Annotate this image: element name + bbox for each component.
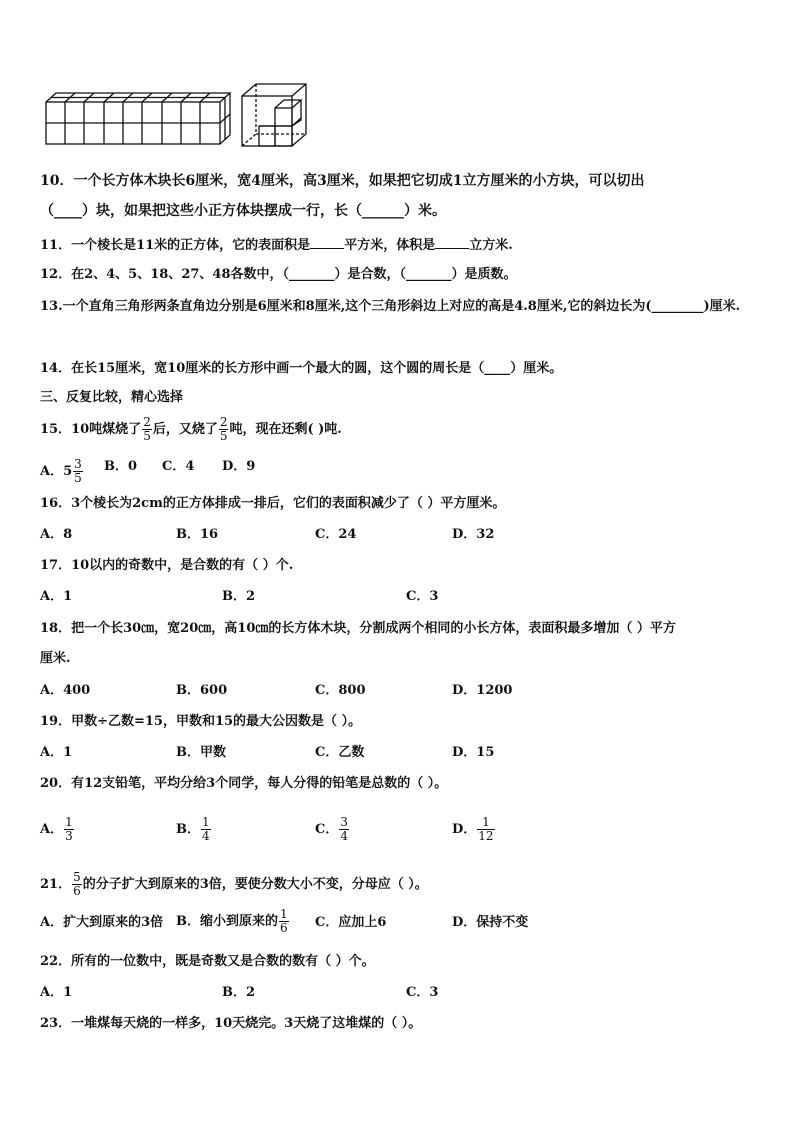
question-17: 17．10以内的奇数中，是合数的有（ ）个. (40, 558, 294, 573)
option-20-c[interactable] (315, 816, 350, 843)
question-22: 22．所有的一位数中，既是奇数又是合数的数有（ ）个。 (40, 954, 375, 969)
denominator: 6 (73, 884, 81, 898)
fraction (73, 458, 83, 485)
question-23: 23．一堆煤每天烧的一样多，10天烧完。3天烧了这堆煤的（ ）。 (40, 1016, 422, 1031)
option-15-c[interactable]: C．4 (162, 459, 195, 474)
option-label: A．5 (40, 464, 73, 479)
denominator: 5 (143, 429, 151, 443)
denominator: 6 (280, 921, 288, 935)
numerator: 3 (74, 457, 82, 471)
option-label: D． (452, 822, 477, 837)
fraction (477, 816, 494, 843)
cube-figures (44, 82, 314, 148)
option-18-d[interactable]: D．1200 (452, 683, 513, 698)
option-20-b[interactable] (176, 816, 212, 843)
question-12: 12．在2、4、5、18、27、48各数中，（_______）是合数，（_______）是质数。 (40, 267, 517, 282)
question-10-line2: （____）块，如果把这些小正方体块摆成一行，长（______）米。 (40, 203, 446, 219)
option-18-b[interactable]: B．600 (176, 683, 228, 698)
option-16-b[interactable]: B．16 (176, 527, 219, 542)
question-15-pre: 15．10吨煤烧了 (40, 422, 142, 437)
fraction (64, 816, 74, 843)
option-16-a[interactable]: A．8 (40, 527, 73, 542)
question-10-line1: 10．一个长方体木块长6厘米，宽4厘米，高3厘米，如果把它切成1立方厘米的小方块，可以切出 (40, 173, 645, 189)
question-11-pre: 11．一个棱长是11米的正方体，它的表面积是 (40, 238, 311, 253)
option-17-a[interactable]: A．1 (40, 589, 73, 604)
question-20: 20．有12支铅笔，平均分给3个同学，每人分得的铅笔是总数的（ ）。 (40, 776, 448, 791)
question-14: 14．在长15厘米，宽10厘米的长方形中画一个最大的圆，这个圆的周长是（____）厘米。 (40, 361, 563, 376)
numerator: 3 (340, 815, 348, 829)
fraction (142, 416, 152, 443)
option-19-c[interactable]: C．乙数 (315, 745, 365, 760)
numerator: 1 (65, 815, 73, 829)
question-11-mid: 平方米，体积是 (344, 238, 436, 253)
denominator: 5 (219, 429, 228, 443)
denominator: 3 (65, 829, 73, 843)
option-21-a[interactable]: A．扩大到原来的3倍 (40, 915, 164, 930)
numerator: 2 (219, 415, 228, 429)
option-label: B． (176, 822, 200, 837)
option-19-b[interactable]: B．甲数 (176, 745, 226, 760)
cube-row-figure (46, 93, 230, 144)
option-15-a[interactable] (40, 458, 84, 485)
fraction (72, 871, 82, 898)
fraction (219, 416, 229, 443)
option-18-a[interactable]: A．400 (40, 683, 91, 698)
question-15 (40, 416, 342, 443)
option-20-a[interactable] (40, 816, 75, 843)
denominator: 4 (340, 829, 348, 843)
denominator: 5 (74, 471, 82, 485)
option-15-d[interactable]: D．9 (222, 459, 256, 474)
option-20-d[interactable] (452, 816, 496, 843)
option-22-b[interactable]: B．2 (222, 985, 256, 1000)
option-22-a[interactable]: A．1 (40, 985, 73, 1000)
answer-blank[interactable] (435, 236, 469, 249)
numerator: 2 (143, 415, 151, 429)
question-21-pre: 21． (40, 877, 72, 892)
section-heading-3: 三、反复比较，精心选择 (40, 390, 184, 405)
option-22-c[interactable]: C．3 (406, 985, 439, 1000)
numerator: 1 (280, 907, 288, 921)
question-13: 13.一个直角三角形两条直角边分别是6厘米和8厘米,这个三角形斜边上对应的高是4.8厘米,它的斜边长为(________)厘米. (40, 299, 741, 314)
option-19-a[interactable]: A．1 (40, 745, 73, 760)
question-18-line2: 厘米. (40, 651, 71, 666)
option-21-c[interactable]: C．应加上6 (315, 915, 387, 930)
answer-blank[interactable] (310, 236, 344, 249)
option-label: B．缩小到原来的 (176, 914, 278, 929)
question-15-mid: 后，又烧了 (152, 422, 218, 437)
option-19-d[interactable]: D．15 (452, 745, 495, 760)
option-17-c[interactable]: C．3 (406, 589, 439, 604)
option-16-c[interactable]: C．24 (315, 527, 357, 542)
question-21-post: 的分子扩大到原来的3倍，要使分数大小不变，分母应（ ）。 (82, 877, 428, 892)
denominator: 4 (202, 829, 210, 843)
denominator: 12 (478, 829, 494, 843)
question-16: 16．3个棱长为2cm的正方体排成一排后，它们的表面积减少了（ ）平方厘米。 (40, 496, 506, 511)
option-label: A． (40, 822, 64, 837)
fraction (201, 816, 211, 843)
numerator: 5 (73, 870, 81, 884)
fraction (339, 816, 349, 843)
option-16-d[interactable]: D．32 (452, 527, 495, 542)
numerator: 1 (202, 815, 210, 829)
option-17-b[interactable]: B．2 (222, 589, 256, 604)
option-18-c[interactable]: C．800 (315, 683, 366, 698)
question-15-post: 吨，现在还剩( )吨. (229, 422, 342, 437)
question-11 (40, 236, 513, 255)
option-15-b[interactable]: B．0 (104, 459, 138, 474)
option-21-b[interactable] (176, 908, 290, 935)
question-11-post: 立方米. (469, 238, 513, 253)
question-18-line1: 18．把一个长30㎝，宽20㎝，高10㎝的长方体木块，分割成两个相同的小长方体，表面积最多增加（ ）平方 (40, 621, 676, 636)
cube-stack-figure (242, 84, 306, 146)
question-21 (40, 871, 428, 898)
option-label: C． (315, 822, 339, 837)
figure-area (44, 82, 314, 152)
option-21-d[interactable]: D．保持不变 (452, 915, 529, 930)
numerator: 1 (477, 816, 494, 830)
question-19: 19．甲数÷乙数=15，甲数和15的最大公因数是（ ）。 (40, 714, 362, 729)
fraction (279, 908, 289, 935)
